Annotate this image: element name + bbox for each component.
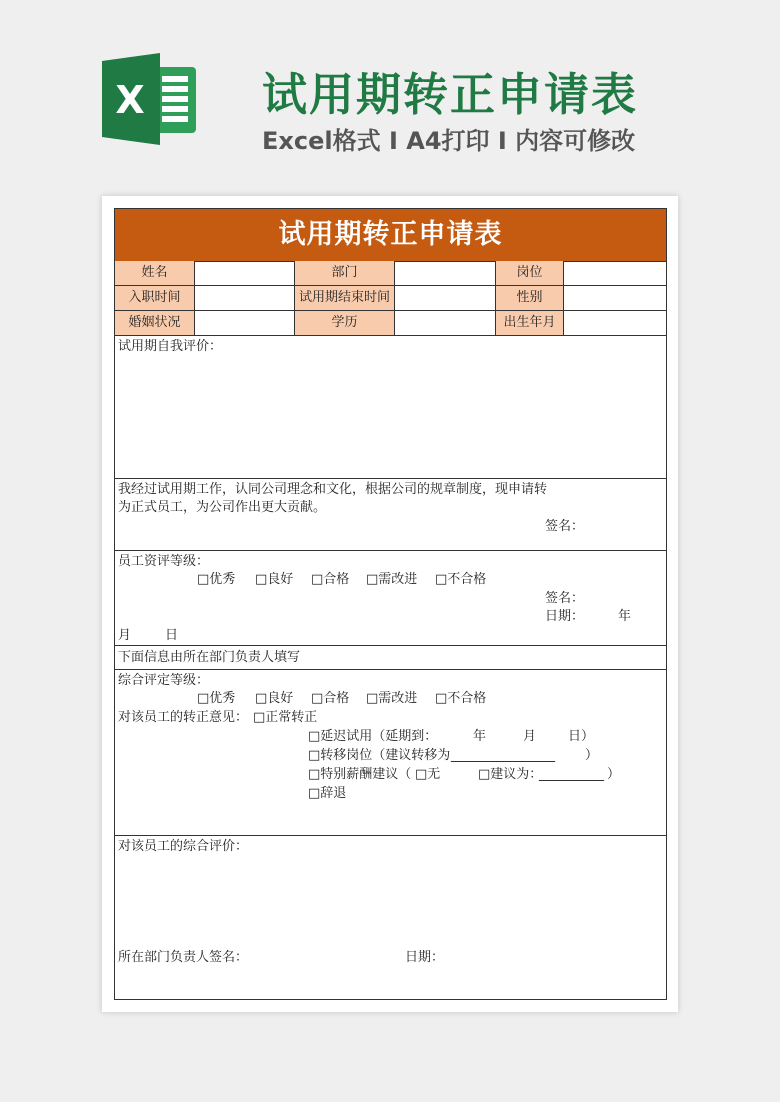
label-marital-status: 婚姻状况 <box>115 311 195 335</box>
logo-letter: X <box>115 78 145 122</box>
salary-close-paren: ） <box>607 767 621 782</box>
page-title: 试用期转正申请表 <box>262 68 639 121</box>
opinion-delay-option[interactable]: □延迟试用（延期到： <box>308 729 438 744</box>
salary-none-option[interactable]: □无 <box>415 767 441 782</box>
delay-day-label: 日） <box>568 729 595 744</box>
education-input[interactable] <box>395 311 496 335</box>
label-birth-date: 出生年月 <box>496 311 564 335</box>
manager-notice: 下面信息由所在部门负责人填写 <box>118 650 301 665</box>
employee-date-day: 日 <box>165 628 179 643</box>
grade-option-improve[interactable]: □需改进 <box>366 572 418 587</box>
label-hire-date: 入职时间 <box>115 286 195 310</box>
overall-option-excellent[interactable]: □优秀 <box>197 691 236 706</box>
form-title: 试用期转正申请表 <box>115 209 666 262</box>
employee-grade-section <box>115 551 666 646</box>
delay-year-label: 年 <box>473 729 487 744</box>
employee-date-month: 月 <box>118 628 132 643</box>
overall-grade-section <box>115 670 666 836</box>
info-row <box>115 261 666 286</box>
opinion-transfer-option[interactable]: □转移岗位（建议转移为 <box>308 748 451 763</box>
statement-line-2: 为正式员工，为公司作出更大贡献。 <box>118 500 327 515</box>
info-row <box>115 286 666 311</box>
label-position: 岗位 <box>496 261 564 285</box>
gender-input[interactable] <box>564 286 666 310</box>
transfer-close-paren: ） <box>585 748 599 763</box>
overall-grade-label: 综合评定等级： <box>118 673 210 688</box>
employee-date-label: 日期： <box>545 609 585 624</box>
label-gender: 性别 <box>496 286 564 310</box>
employee-sign-label: 签名： <box>545 591 585 606</box>
grade-option-good[interactable]: □良好 <box>255 572 294 587</box>
manager-notice-row <box>115 646 666 670</box>
department-input[interactable] <box>395 261 496 285</box>
name-input[interactable] <box>195 261 295 285</box>
salary-suggest-blank[interactable]: __________ <box>539 767 604 782</box>
overall-option-pass[interactable]: □合格 <box>311 691 350 706</box>
self-eval-section[interactable] <box>115 336 666 479</box>
opinion-normal-option[interactable]: □正常转正 <box>253 710 318 725</box>
statement-section <box>115 479 666 551</box>
opinion-dismiss-option[interactable]: □辞退 <box>308 786 347 801</box>
employee-grade-label: 员工资评等级： <box>118 554 210 569</box>
probation-end-input[interactable] <box>395 286 496 310</box>
grade-option-excellent[interactable]: □优秀 <box>197 572 236 587</box>
marital-status-input[interactable] <box>195 311 295 335</box>
label-department: 部门 <box>295 261 395 285</box>
label-probation-end: 试用期结束时间 <box>295 286 395 310</box>
opinion-salary-option[interactable]: □特别薪酬建议（ <box>308 767 412 782</box>
grade-option-fail[interactable]: □不合格 <box>435 572 487 587</box>
document-sheet <box>102 196 678 1012</box>
label-name: 姓名 <box>115 261 195 285</box>
manager-sign-label: 所在部门负责人签名： <box>118 950 249 965</box>
delay-month-label: 月 <box>523 729 537 744</box>
position-input[interactable] <box>564 261 666 285</box>
self-eval-label: 试用期自我评价： <box>118 339 223 354</box>
grade-option-pass[interactable]: □合格 <box>311 572 350 587</box>
info-row <box>115 311 666 336</box>
application-form <box>114 208 667 1000</box>
hire-date-input[interactable] <box>195 286 295 310</box>
applicant-sign-label: 签名： <box>545 519 585 534</box>
opinion-label: 对该员工的转正意见： <box>118 710 249 725</box>
salary-suggest-option[interactable]: □建议为： <box>478 767 543 782</box>
employee-date-year: 年 <box>618 609 632 624</box>
label-education: 学历 <box>295 311 395 335</box>
manager-date-label: 日期： <box>405 950 445 965</box>
page-subtitle: Excel格式 I A4打印 I 内容可修改 <box>262 127 636 155</box>
excel-logo-icon <box>100 53 200 145</box>
final-eval-section[interactable] <box>115 836 666 999</box>
overall-option-fail[interactable]: □不合格 <box>435 691 487 706</box>
final-eval-label: 对该员工的综合评价： <box>118 839 249 854</box>
overall-option-improve[interactable]: □需改进 <box>366 691 418 706</box>
transfer-target-blank[interactable]: ________________ <box>451 748 555 763</box>
birth-date-input[interactable] <box>564 311 666 335</box>
statement-line-1: 我经过试用期工作，认同公司理念和文化，根据公司的规章制度，现申请转 <box>118 482 548 497</box>
page-header <box>0 0 780 190</box>
overall-option-good[interactable]: □良好 <box>255 691 294 706</box>
